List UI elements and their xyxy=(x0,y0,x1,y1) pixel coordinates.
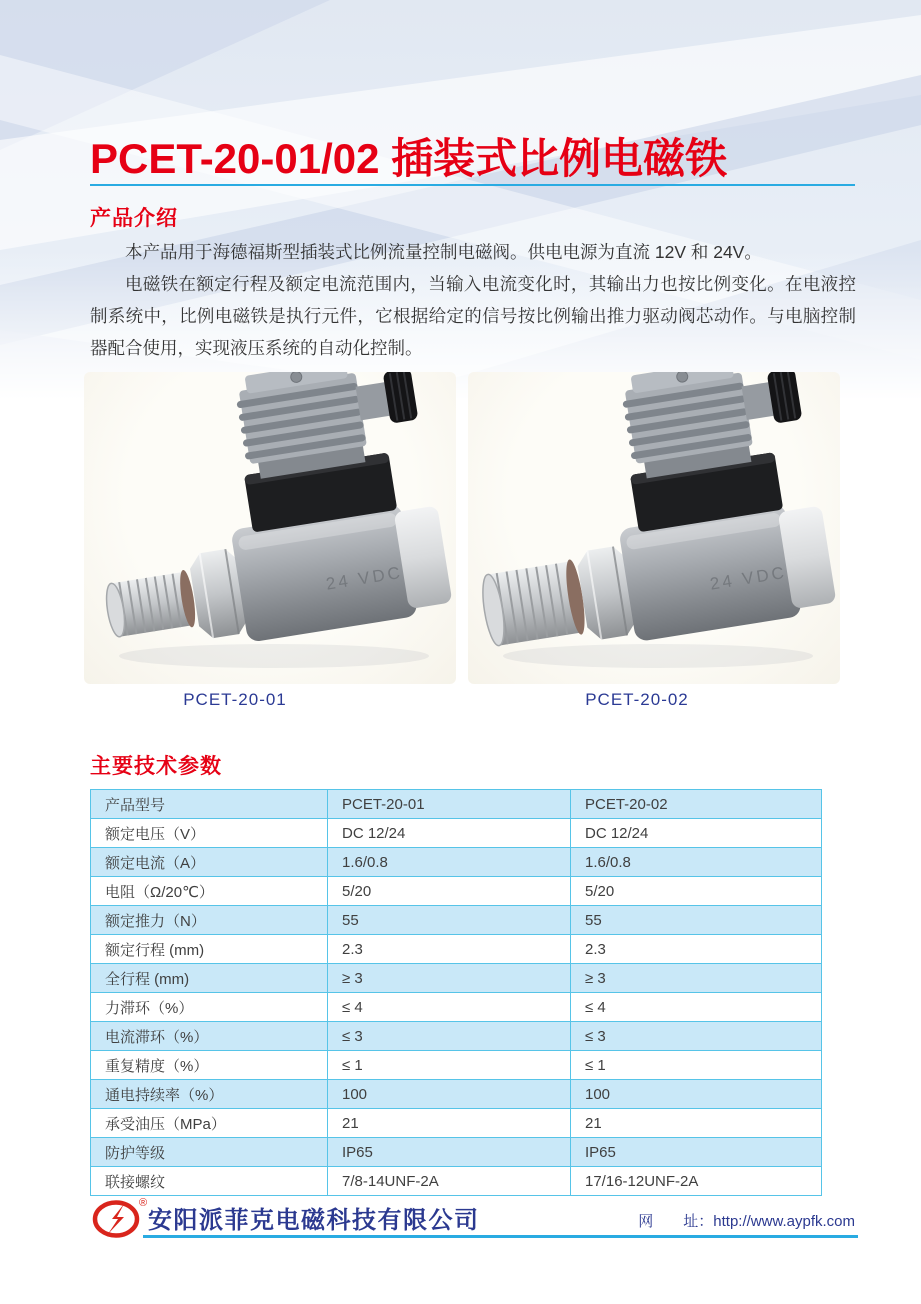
product-label-pcet-20-01: PCET-20-01 xyxy=(183,690,287,709)
spec-value: IP65 xyxy=(571,1138,822,1167)
intro-paragraphs xyxy=(90,236,856,364)
company-logo-icon xyxy=(91,1194,153,1240)
spec-label: 额定电流（A） xyxy=(91,848,328,877)
spec-value: IP65 xyxy=(328,1138,571,1167)
website-line xyxy=(638,1210,855,1231)
website-label: 网 址： xyxy=(638,1213,714,1230)
spec-value: ≤ 4 xyxy=(571,993,822,1022)
solenoid-illustration xyxy=(84,372,456,684)
table-row xyxy=(91,993,822,1022)
intro-paragraph: 本产品用于海德福斯型插装式比例流量控制电磁阀。供电电源为直流 12V 和 24V。 xyxy=(125,242,762,262)
spec-label: 承受油压（MPa） xyxy=(91,1109,328,1138)
spec-value: ≥ 3 xyxy=(571,964,822,993)
table-row xyxy=(91,1109,822,1138)
product-photo-pcet-20-01 xyxy=(84,372,456,684)
website-url: http://www.aypfk.com xyxy=(713,1213,855,1230)
specs-table xyxy=(90,789,821,1196)
page-title: PCET-20-01/02 插装式比例电磁铁 xyxy=(90,135,728,182)
spec-value: PCET-20-02 xyxy=(571,790,822,819)
spec-value: 7/8-14UNF-2A xyxy=(328,1167,571,1196)
spec-value: DC 12/24 xyxy=(571,819,822,848)
spec-value: 100 xyxy=(571,1080,822,1109)
spec-label: 联接螺纹 xyxy=(91,1167,328,1196)
intro-section-heading: 产品介绍 xyxy=(90,207,178,230)
spec-label: 额定电压（V） xyxy=(91,819,328,848)
spec-label: 额定行程 (mm) xyxy=(91,935,328,964)
spec-value: 5/20 xyxy=(328,877,571,906)
table-row xyxy=(91,877,822,906)
spec-label: 额定推力（N） xyxy=(91,906,328,935)
spec-value: 1.6/0.8 xyxy=(328,848,571,877)
specs-table-body xyxy=(91,790,822,1196)
spec-value: ≤ 1 xyxy=(571,1051,822,1080)
solenoid-illustration xyxy=(468,372,840,684)
company-name: 安阳派菲克电磁科技有限公司 xyxy=(148,1207,480,1234)
spec-value: DC 12/24 xyxy=(328,819,571,848)
spec-label: 重复精度（%） xyxy=(91,1051,328,1080)
spec-value: 100 xyxy=(328,1080,571,1109)
specs-section-heading: 主要技术参数 xyxy=(90,755,222,778)
footer-underline xyxy=(143,1235,858,1238)
spec-value: PCET-20-01 xyxy=(328,790,571,819)
spec-value: 17/16-12UNF-2A xyxy=(571,1167,822,1196)
spec-label: 电流滞环（%） xyxy=(91,1022,328,1051)
intro-paragraph: 电磁铁在额定行程及额定电流范围内，当输入电流变化时，其输出力也按比例变化。在电液控制系统中，比例电磁铁是执行元件，它根据给定的信号按比例输出推力驱动阀芯动作。与电脑控制器配合使用，实现液压系统的自动化控制。 xyxy=(90,274,856,358)
spec-value: 21 xyxy=(328,1109,571,1138)
spec-value: ≤ 3 xyxy=(571,1022,822,1051)
product-photo-zone xyxy=(0,372,921,687)
spec-value: ≥ 3 xyxy=(328,964,571,993)
voltage-marking: 24 VDC xyxy=(708,562,789,594)
table-row xyxy=(91,935,822,964)
spec-label: 防护等级 xyxy=(91,1138,328,1167)
spec-label: 力滞环（%） xyxy=(91,993,328,1022)
spec-value: 55 xyxy=(328,906,571,935)
table-row xyxy=(91,848,822,877)
table-row xyxy=(91,1022,822,1051)
spec-value: 2.3 xyxy=(571,935,822,964)
spec-value: 5/20 xyxy=(571,877,822,906)
spec-label: 产品型号 xyxy=(91,790,328,819)
voltage-marking: 24 VDC xyxy=(324,562,405,594)
spec-value: ≤ 1 xyxy=(328,1051,571,1080)
table-row xyxy=(91,1051,822,1080)
spec-value: ≤ 3 xyxy=(328,1022,571,1051)
table-row xyxy=(91,819,822,848)
title-underline xyxy=(90,184,855,186)
spec-label: 全行程 (mm) xyxy=(91,964,328,993)
spec-value: 2.3 xyxy=(328,935,571,964)
table-row xyxy=(91,906,822,935)
spec-value: 55 xyxy=(571,906,822,935)
spec-value: 21 xyxy=(571,1109,822,1138)
table-row xyxy=(91,1138,822,1167)
table-row xyxy=(91,964,822,993)
spec-label: 电阻（Ω/20℃） xyxy=(91,877,328,906)
spec-value: 1.6/0.8 xyxy=(571,848,822,877)
table-row xyxy=(91,790,822,819)
table-row xyxy=(91,1080,822,1109)
spec-label: 通电持续率（%） xyxy=(91,1080,328,1109)
product-photo-pcet-20-02 xyxy=(468,372,840,684)
product-label-pcet-20-02: PCET-20-02 xyxy=(585,690,689,709)
spec-value: ≤ 4 xyxy=(328,993,571,1022)
table-row xyxy=(91,1167,822,1196)
registered-mark: ® xyxy=(139,1197,148,1209)
